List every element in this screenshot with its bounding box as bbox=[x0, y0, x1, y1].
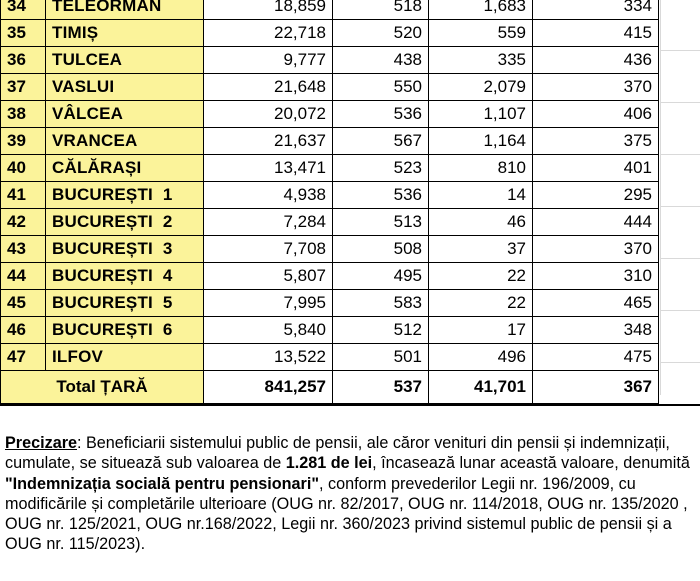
value-cell-4[interactable]: 334 bbox=[533, 0, 659, 20]
county-name[interactable]: BUCUREȘTI 1 bbox=[46, 182, 204, 209]
value-cell-3[interactable]: 2,079 bbox=[429, 74, 533, 101]
value-cell-3[interactable]: 810 bbox=[429, 155, 533, 182]
beneficiaries-cell[interactable]: 13,522 bbox=[204, 344, 333, 371]
sheet-gridline bbox=[660, 154, 700, 155]
value-cell-4[interactable]: 444 bbox=[533, 209, 659, 236]
beneficiaries-cell[interactable]: 21,648 bbox=[204, 74, 333, 101]
value-cell-2[interactable]: 508 bbox=[333, 236, 429, 263]
value-cell-3[interactable]: 1,164 bbox=[429, 128, 533, 155]
value-cell-4[interactable]: 465 bbox=[533, 290, 659, 317]
row-index[interactable]: 45 bbox=[1, 290, 46, 317]
beneficiaries-cell[interactable]: 4,938 bbox=[204, 182, 333, 209]
value-cell-3[interactable]: 1,107 bbox=[429, 101, 533, 128]
value-cell-3[interactable]: 22 bbox=[429, 290, 533, 317]
table-row bbox=[1, 47, 659, 74]
row-index[interactable]: 39 bbox=[1, 128, 46, 155]
county-name[interactable]: BUCUREȘTI 4 bbox=[46, 263, 204, 290]
value-cell-4[interactable]: 370 bbox=[533, 236, 659, 263]
total-value-4[interactable]: 367 bbox=[533, 371, 659, 404]
value-cell-3[interactable]: 559 bbox=[429, 20, 533, 47]
value-cell-2[interactable]: 550 bbox=[333, 74, 429, 101]
total-value-2[interactable]: 537 bbox=[333, 371, 429, 404]
beneficiaries-cell[interactable]: 9,777 bbox=[204, 47, 333, 74]
county-name[interactable]: TIMIȘ bbox=[46, 20, 204, 47]
total-label[interactable]: Total ȚARĂ bbox=[1, 371, 204, 404]
sheet-gridline bbox=[660, 50, 700, 51]
beneficiaries-cell[interactable]: 20,072 bbox=[204, 101, 333, 128]
row-index[interactable]: 40 bbox=[1, 155, 46, 182]
county-name[interactable]: TULCEA bbox=[46, 47, 204, 74]
value-cell-2[interactable]: 523 bbox=[333, 155, 429, 182]
table-row bbox=[1, 74, 659, 101]
value-cell-2[interactable]: 583 bbox=[333, 290, 429, 317]
table-row bbox=[1, 344, 659, 371]
county-name[interactable]: VRANCEA bbox=[46, 128, 204, 155]
beneficiaries-cell[interactable]: 22,718 bbox=[204, 20, 333, 47]
total-row bbox=[1, 371, 659, 404]
table-row bbox=[1, 155, 659, 182]
county-name[interactable]: BUCUREȘTI 6 bbox=[46, 317, 204, 344]
table-row bbox=[1, 209, 659, 236]
value-cell-4[interactable]: 401 bbox=[533, 155, 659, 182]
note-text-part1: : Beneficiarii sistemului public de pensii, ale căror venituri din pensii și indemnizații, cumulate, se situează sub valoarea de bbox=[5, 434, 670, 473]
table-row bbox=[1, 101, 659, 128]
beneficiaries-cell[interactable]: 7,284 bbox=[204, 209, 333, 236]
value-cell-3[interactable]: 17 bbox=[429, 317, 533, 344]
table-row bbox=[1, 263, 659, 290]
row-index[interactable]: 37 bbox=[1, 74, 46, 101]
county-name[interactable]: BUCUREȘTI 3 bbox=[46, 236, 204, 263]
table-row bbox=[1, 236, 659, 263]
county-name[interactable]: BUCUREȘTI 5 bbox=[46, 290, 204, 317]
value-cell-2[interactable]: 518 bbox=[333, 0, 429, 20]
value-cell-4[interactable]: 310 bbox=[533, 263, 659, 290]
table-row bbox=[1, 20, 659, 47]
county-name[interactable]: VASLUI bbox=[46, 74, 204, 101]
county-name[interactable]: TELEORMAN bbox=[46, 0, 204, 20]
value-cell-2[interactable]: 512 bbox=[333, 317, 429, 344]
value-cell-2[interactable]: 536 bbox=[333, 182, 429, 209]
note-benefit-name: "Indemnizația socială pentru pensionari" bbox=[5, 474, 319, 493]
row-index[interactable]: 41 bbox=[1, 182, 46, 209]
beneficiaries-cell[interactable]: 5,840 bbox=[204, 317, 333, 344]
beneficiaries-cell[interactable]: 5,807 bbox=[204, 263, 333, 290]
table-row bbox=[1, 128, 659, 155]
county-name[interactable]: BUCUREȘTI 2 bbox=[46, 209, 204, 236]
value-cell-3[interactable]: 1,683 bbox=[429, 0, 533, 20]
value-cell-4[interactable]: 406 bbox=[533, 101, 659, 128]
value-cell-2[interactable]: 513 bbox=[333, 209, 429, 236]
note-paragraph bbox=[5, 433, 693, 555]
total-beneficiaries[interactable]: 841,257 bbox=[204, 371, 333, 404]
value-cell-2[interactable]: 501 bbox=[333, 344, 429, 371]
value-cell-3[interactable]: 46 bbox=[429, 209, 533, 236]
beneficiaries-cell[interactable]: 7,708 bbox=[204, 236, 333, 263]
value-cell-4[interactable]: 475 bbox=[533, 344, 659, 371]
value-cell-2[interactable]: 495 bbox=[333, 263, 429, 290]
value-cell-4[interactable]: 295 bbox=[533, 182, 659, 209]
note-text-part2: , încasează lunar această valoare, denumită bbox=[372, 454, 690, 473]
value-cell-4[interactable]: 436 bbox=[533, 47, 659, 74]
row-index[interactable]: 38 bbox=[1, 101, 46, 128]
sheet-gridline bbox=[660, 206, 700, 207]
value-cell-2[interactable]: 567 bbox=[333, 128, 429, 155]
row-index[interactable]: 43 bbox=[1, 236, 46, 263]
row-index[interactable]: 36 bbox=[1, 47, 46, 74]
beneficiaries-cell[interactable]: 13,471 bbox=[204, 155, 333, 182]
value-cell-4[interactable]: 415 bbox=[533, 20, 659, 47]
value-cell-4[interactable]: 348 bbox=[533, 317, 659, 344]
row-index[interactable]: 34 bbox=[1, 0, 46, 20]
sheet-gridline bbox=[660, 0, 661, 395]
table-row bbox=[1, 0, 659, 20]
table-row bbox=[1, 182, 659, 209]
sheet-gridline bbox=[660, 102, 700, 103]
note-box bbox=[0, 404, 700, 581]
beneficiaries-cell[interactable]: 21,637 bbox=[204, 128, 333, 155]
table-row bbox=[1, 317, 659, 344]
sheet-gridline bbox=[660, 310, 700, 311]
value-cell-2[interactable]: 520 bbox=[333, 20, 429, 47]
value-cell-3[interactable]: 22 bbox=[429, 263, 533, 290]
note-lead: Precizare bbox=[5, 434, 77, 452]
row-index[interactable]: 42 bbox=[1, 209, 46, 236]
value-cell-3[interactable]: 335 bbox=[429, 47, 533, 74]
value-cell-3[interactable]: 496 bbox=[429, 344, 533, 371]
value-cell-3[interactable]: 14 bbox=[429, 182, 533, 209]
total-value-3[interactable]: 41,701 bbox=[429, 371, 533, 404]
sheet-gridline bbox=[660, 362, 700, 363]
sheet-gridline bbox=[660, 258, 700, 259]
county-name[interactable]: CĂLĂRAȘI bbox=[46, 155, 204, 182]
row-index[interactable]: 44 bbox=[1, 263, 46, 290]
county-name[interactable]: VÂLCEA bbox=[46, 101, 204, 128]
value-cell-3[interactable]: 37 bbox=[429, 236, 533, 263]
pension-table-body bbox=[1, 0, 659, 404]
county-name[interactable]: ILFOV bbox=[46, 344, 204, 371]
table-row bbox=[1, 290, 659, 317]
row-index[interactable]: 46 bbox=[1, 317, 46, 344]
note-amount: 1.281 de lei bbox=[285, 454, 373, 473]
value-cell-2[interactable]: 536 bbox=[333, 101, 429, 128]
row-index[interactable]: 47 bbox=[1, 344, 46, 371]
beneficiaries-cell[interactable]: 18,859 bbox=[204, 0, 333, 20]
value-cell-2[interactable]: 438 bbox=[333, 47, 429, 74]
value-cell-4[interactable]: 370 bbox=[533, 74, 659, 101]
value-cell-4[interactable]: 375 bbox=[533, 128, 659, 155]
row-index[interactable]: 35 bbox=[1, 20, 46, 47]
beneficiaries-cell[interactable]: 7,995 bbox=[204, 290, 333, 317]
note-text-part3: , conform prevederilor Legii nr. 196/2009, cu modificările și completările ulterioare (OUG nr. 82/2017, OUG nr. 114/2018, OUG nr. 135/2020 , OUG nr. 125/2021, OUG nr.168/2022, Legii nr. 360/2023 privind sistemul public de pensii și a OUG nr. 115/2023). bbox=[5, 474, 688, 554]
